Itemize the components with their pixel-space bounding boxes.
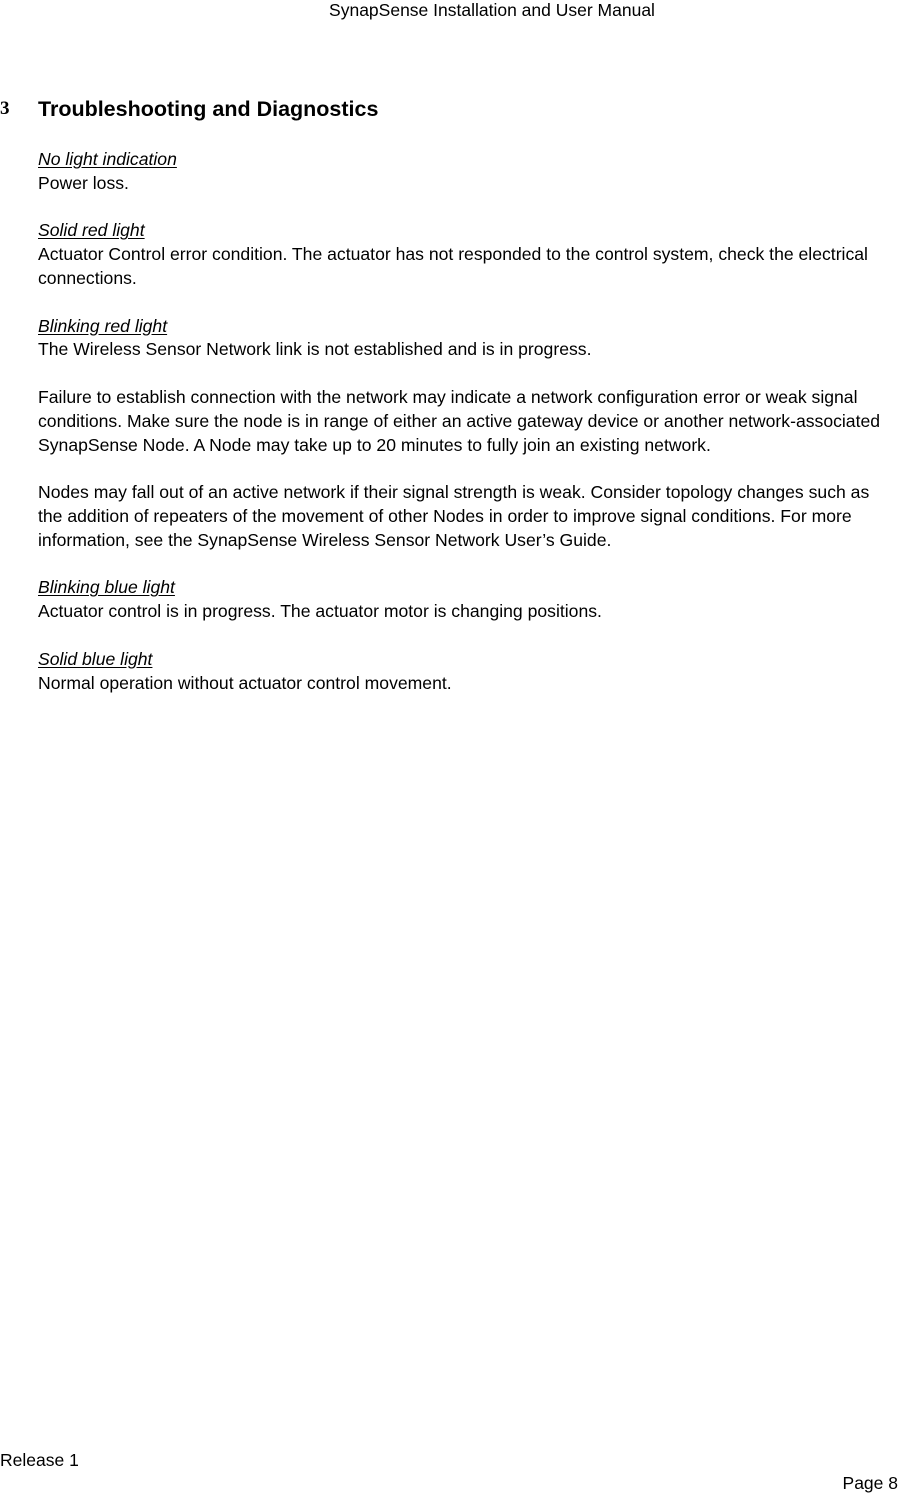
entry-heading: Blinking blue light [38, 577, 175, 598]
entry-text: Failure to establish connection with the network may indicate a network configuration error or weak signal conditions. Make sure the node is in range of either an active gateway device or another network-associated SynapSense Node. A Node may take up to 20 minutes to fully join an existing network. [38, 386, 881, 455]
entry-text: Nodes may fall out of an active network if their signal strength is weak. Consider topology changes such as the addition of repeaters of the movement of other Nodes in order to improve signal conditions. For more information, see the SynapSense Wireless Sensor Network User’s Guide. [38, 482, 870, 550]
entry-heading: Blinking red light [38, 315, 168, 336]
entry-no-light [38, 148, 893, 196]
entry-heading: Solid blue light [38, 648, 153, 669]
troubleshooting-content [38, 148, 893, 719]
entry-text: Power loss. [38, 172, 129, 193]
entry-text: The Wireless Sensor Network link is not established and is in progress. [38, 339, 592, 360]
entry-blinking-red [38, 315, 893, 553]
entry-text: Actuator control is in progress. The actuator motor is changing positions. [38, 601, 602, 622]
section-title: Troubleshooting and Diagnostics [38, 97, 379, 121]
entry-heading: No light indication [38, 149, 177, 169]
entry-solid-blue [38, 648, 893, 696]
footer-release: Release 1 [0, 1450, 79, 1470]
entry-text: Normal operation without actuator control movement. [38, 672, 452, 693]
section-number: 3 [0, 98, 10, 119]
entry-solid-red [38, 219, 893, 290]
entry-blinking-blue [38, 576, 893, 624]
footer-page-number: Page 8 [842, 1473, 898, 1493]
entry-text: Actuator Control error condition. The actuator has not responded to the control system, check the electrical connections. [38, 244, 868, 288]
page-header: SynapSense Installation and User Manual [329, 0, 655, 20]
entry-heading: Solid red light [38, 220, 145, 241]
